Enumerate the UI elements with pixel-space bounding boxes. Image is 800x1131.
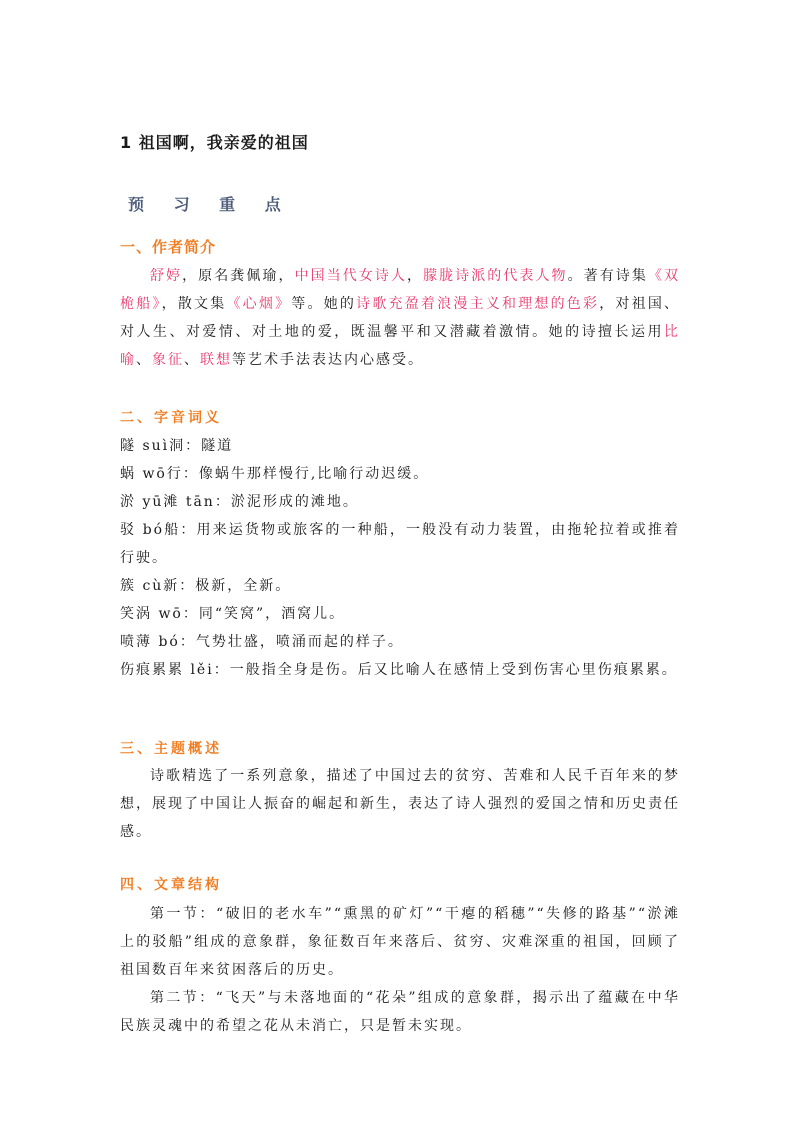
vocab-item: 隧 suì洞：隧道 [120,438,234,454]
preview-subtitle: 预 习 重 点 [128,195,293,214]
author-intro-paragraph [120,262,680,374]
vocab-item: 笑涡 wō：同“笑窝”，酒窝儿。 [120,606,346,622]
structure-paragraph-1: 第一节：“破旧的老水车”“熏黑的矿灯”“干瘪的稻穗”“失修的路基”“淤滩上的驳船”组成的意象群，象征数百年来落后、贫穷、灾难深重的祖国，回顾了祖国数百年来贫困落后的历史。 [120,906,680,978]
text-run: ，原名龚佩瑜， [182,268,295,284]
section-structure-heading: 四、文章结构 [120,877,222,893]
section-theme-heading: 三、主题概述 [120,741,222,757]
vocab-item: 蜗 wō行：像蜗牛那样慢行,比喻行动迟缓。 [120,466,430,482]
highlighted-term: 中国当代女诗人 [294,268,407,284]
vocab-item: 驳 bó船：用来运货物或旅客的一种船，一般没有动力装置，由拖轮拉着或推着行驶。 [120,522,680,566]
vocab-item: 簇 cù新：极新，全新。 [120,578,292,594]
text-run: ，散文集 [161,296,227,312]
highlighted-term: 舒婷 [150,268,183,284]
text-run: 、 [136,352,152,368]
vocab-item: 伤痕累累 lěi：一般指全身是伤。后又比喻人在感情上受到伤害心里伤痕累累。 [120,662,678,678]
highlighted-term: 联想 [200,352,232,368]
highlighted-term: 诗歌充盈着浪漫主义和理想的色彩 [356,296,600,312]
highlighted-term: 比喻 [120,324,680,368]
theme-paragraph: 诗歌精选了一系列意象，描述了中国过去的贫穷、苦难和人民千百年来的梦想，展现了中国让人振奋的崛起和新生，表达了诗人强烈的爱国之情和历史责任感。 [120,768,680,840]
structure-paragraph-2: 第二节：“飞天”与未落地面的“花朵”组成的意象群，揭示出了蕴藏在中华民族灵魂中的希望之花从未消亡，只是暂未实现。 [120,990,680,1034]
section-vocab-heading: 二、字音词义 [120,410,222,426]
vocab-item: 喷薄 bó：气势壮盛，喷涌而起的样子。 [120,634,404,650]
page-title: 1 祖国啊，我亲爱的祖国 [120,133,309,152]
text-run: 等。她的 [291,296,357,312]
text-run: 、 [184,352,200,368]
highlighted-term: 《双桅船》 [120,268,680,312]
text-run: ， [407,268,424,284]
text-run: 。著有诗集 [567,268,648,284]
highlighted-term: 象征 [152,352,184,368]
highlighted-term: 《心烟》 [226,296,292,312]
text-run: 等艺术手法表达内心感受。 [232,352,424,368]
highlighted-term: 朦胧诗派的代表人物 [423,268,568,284]
vocab-item: 淤 yū滩 tān：淤泥形成的滩地。 [120,494,359,510]
section-author-heading: 一、作者简介 [120,238,217,256]
text-run: ，对祖国、对人生、对爱情、对土地的爱，既温馨平和又潜藏着激情。她的诗擅长运用 [120,296,681,340]
